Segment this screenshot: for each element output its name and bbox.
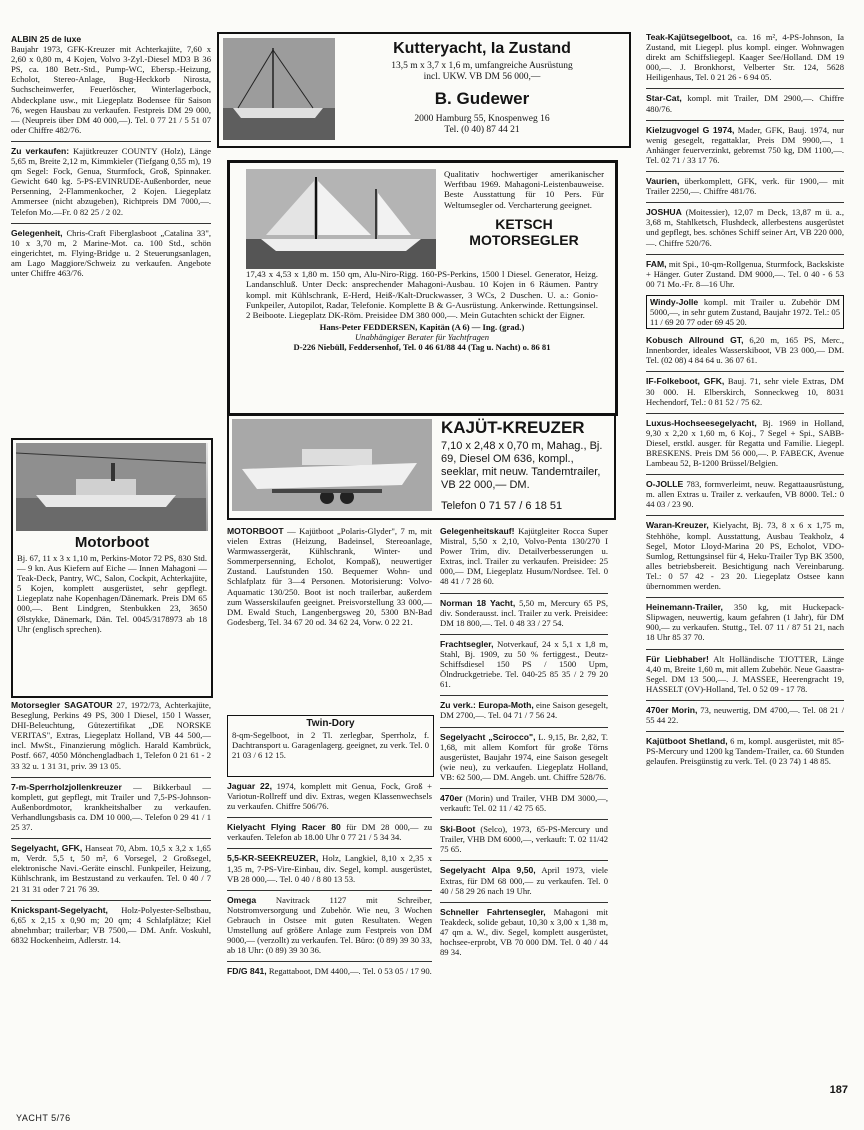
- divider: [11, 838, 211, 839]
- ad-motorboot-polaris: MOTORBOOT — Kajütboot „Polaris-Glyder", 7 m, mit vielen Extras (Heizung, Badeinsel, Stereoanlage, Warmwassergerät, Kühlschrank, Winter- und Sommerpersenning, Echolot, Kompaß), neuwertiger Zustand. Laufstunden 150. Bequemer Wohn- und Schlafplatz für 3—4 Personen. Motorisierung: Volvo-Aquamatic 130/250. Boot ist noch trailerbar, außerdem zum Wasserskilaufen geeignet. Preisvorstellung 33 000,— DM. Ewald Stuch, Langenbergsweg 20, 5300 BN-Bad Godesberg, Tel. 34 67 20 od. 34 62 24, Vorw. 0 22 21.: [227, 526, 432, 627]
- kutter-line2: incl. UKW. VB DM 56 000,—: [423, 72, 541, 82]
- kutter-tel: Tel. (0 40) 87 44 21: [444, 125, 520, 135]
- ad-catalina: Gelegenheit, Chris-Craft Fiberglasboot „Catalina 33", 10 x 3,70 m, 2 Marine-Mot. ca. 100 Std., schön eingerichtet, m. Flying-Bridge u. 2 Steuerungsanlagen, am Lago Maggiore/Schweiz zu verkaufen. Angebote unter Chiffre 463/76.: [11, 227, 211, 278]
- ad-flying-racer: Kielyacht Flying Racer 80 für DM 28 000,— zu verkaufen. Telefon ab 18.00 Uhr 0 77 21 / 5 34 34.: [227, 822, 432, 843]
- ad-o-jolle: O-JOLLE 783, formverleimt, neuw. Regattaausrüstung, m. allen Extras u. Trailer z. verkaufen, VB 8000. Tel.: 0 44 03 / 23 90.: [646, 479, 844, 510]
- ketsch-body: 17,43 x 4,53 x 1,80 m. 150 qm, Alu-Niro-Rigg. 160-PS-Perkins, 1500 l Diesel. Generator, Heizg. Landanschluß. Unter Deck: ansprechender Mahagoni-Ausbau. 10 Kojen in 6 Räumen. Pantry kompl. mit Kühlschrank, E-Herd, Heiß-/Kalt-Druckwasser, 3 WCs, 2 Duschen. U. a.: Gonio-Funkpeiler, Autopilot, Radar, Telefonie. Komplette B & G-Ausrüstung. Ankerwinde. Rettungsinsel. 2 Beiboote. Liegeplatz DK-Röm. Preisidee DM 380 000,—. Mein Gutachten schickt der Eigner.: [246, 269, 598, 321]
- ad-scirocco: Segelyacht „Scirocco", L. 9,15, Br. 2,82, T. 1,68, mit allem Komfort für große Törns ausgerüstet, Baujahr 1974, eine Saison gesegelt (wie neu), zu verkaufen. Liegeplatz Holland, VB: 62 500,— DM. Angeb. unt. Chiffre 528/76.: [440, 731, 608, 782]
- ad-fahrtensegler: Schneller Fahrtensegler, Mahagoni mit Teakdeck, solide gebaut, 10,30 x 3,00 x 1,38 m, 47 qm a. W., div. Segel, komplett ausgerüstet, hochsee-erprobt, VB 70 000 DM. Tel. 0 40 / 44 89 34.: [440, 906, 608, 958]
- ketsch-title1: KETSCH: [495, 215, 553, 232]
- column-1-lower: [11, 700, 211, 951]
- ad-rocca: Gelegenheitskauf! Kajütgleiter Rocca Super Mistral, 5,50 x 2,10, Volvo-Penta 130/270 I Power Trim, div. Detailverbesserungen u. Extras, incl. Trailer zu verkaufen. Preisidee: 25 000,— DM, Liegeplatz Husum/Nordsee. Tel. 0 48 41 / 7 28 60.: [440, 526, 608, 587]
- divider: [646, 202, 844, 203]
- ad-norman: Norman 18 Yacht, 5,50 m, Mercury 65 PS, div. Sonderausst. incl. Trailer zu verk. Preisidee: DM 18 800,—. Tel. 0 48 33 / 27 54.: [440, 597, 608, 628]
- kajuet-body: 7,10 x 2,48 x 0,70 m, Mahag., Bj. 69, Diesel OM 636, kompl., seeklar, mit neuw. Tandemtrailer, VB 22 000,— DM.: [441, 440, 603, 491]
- divider: [646, 474, 844, 475]
- ad-heinemann: Heinemann-Trailer, 350 kg, mit Huckepack-Slipwagen, neuwertig, kaum gefahren (1 Jahr), für DM 900,— zu verkaufen. Stuttg., Tel. 07 11 / 87 51 21, nach 18 Uhr 85 37 70.: [646, 602, 844, 643]
- column-3: [440, 526, 608, 963]
- divider: [646, 120, 844, 121]
- kajuet-title: KAJÜT-KREUZER: [441, 418, 585, 437]
- windy-text: Windy-Jolle kompl. mit Trailer u. Zubehör DM 5000,—, in sehr gutem Zustand, Baujahr 1972. Tel.: 05 11 / 69 20 77 oder 69 45 20.: [650, 296, 840, 328]
- ad-fam: FAM, mit Spi., 10-qm-Rollgenua, Sturmfock, Backskiste + Hänger. Guter Zustand. DM 9000,—. Tel. 0 40 - 6 53 00 71 Mo.-Fr. 8—16 Uhr.: [646, 258, 845, 289]
- divider: [440, 727, 608, 728]
- motorboot-text: Bj. 67, 11 x 3 x 1,10 m, Perkins-Motor 72 PS, 830 Std. — 9 kn. Aus Kiefern auf Eiche — Innen Mahagoni — Teak-Deck, Pantry, WC, Salon, Cockpit, Achterkajüte, 5 Kojen, komplett ausgerüstet, sehr gepflegt. Liegeplatz nahe Kopenhagen/Dänemark. Preis DM 65 000,—. Bent Lindgren, Stenbukken 23, 3650 Ølstykke, Dänemark, Dän. Tel. 0045/3178973 ab 18 Uhr (englisch sprechen).: [17, 553, 207, 634]
- kutter-line1: 13,5 m x 3,7 x 1,6 m, umfangreiche Ausrüstung: [391, 61, 573, 71]
- ketsch-sub: Unabhängiger Berater für Yachtfragen: [354, 332, 490, 343]
- ad-shetland: Kajütboot Shetland, 6 m, kompl. ausgerüstet, mit 85-PS-Mercury und 1200 kg Tandem-Trailer, ca. 60 Stunden gelaufen. Preisgünstig zu verk. Tel. (0 23 74) 1 48 85.: [646, 736, 844, 767]
- kutter-addr: 2000 Hamburg 55, Knospenweg 16: [414, 114, 550, 124]
- ad-fdg: FD/G 841, Regattaboot, DM 4400,—. Tel. 0 53 05 / 17 90.: [227, 966, 432, 977]
- ketsch-addr: D-226 Niebüll, Feddersenhof, Tel. 0 46 61/88 44 (Tag u. Nacht) o. 86 81: [293, 342, 551, 353]
- ad-omega: Omega Navitrack 1127 mit Schreiber, Notstromversorgung und Zubehör. Wie neu, 3 Wochen Gebrauch in Ostsee mit guten Resultaten. Wegen Umstellung auf größere Anlage zum Festpreis von DM 9000,— (verzollt) zu verkaufen. Tel. Büro: (0 89) 39 30 33, ab 18 Uhr: (0 89) 39 30 36.: [227, 894, 432, 956]
- twin-text: 8-qm-Segelboot, in 2 Tl. zerlegbar, Sperrholz, f. Dachtransport u. Garagenlagerg. geeignet, zu verk. Tel. 0 21 03 / 6 12 15.: [232, 730, 429, 761]
- ad-hanseat: Segelyacht, GFK, Hanseat 70, Abm. 10,5 x 3,2 x 1,65 m, Verdr. 5,5 t, 50 m², 6 Vorsegel, 2 Großsegel, elektronische Navi.-Geräte einschl. Funkpeiler, Heizung, Kühlschrank, im Bestzustand zu verkaufen. Tel. 0 40 / 7 21 31 31 oder 7 21 76 39.: [11, 843, 211, 894]
- ad-windy-jolle: [646, 295, 844, 329]
- ad-waran: Waran-Kreuzer, Kielyacht, Bj. 73, 8 x 6 x 1,75 m, Stehhöhe, kompl. Ausstattung, Ausbau Teakholz, 4 Segel, Motor Lloyd-Marina 20 PS, Echolot, VDO-Sumlog, Rettungsinsel für 4, Heku-Trailer Typ BK 3500, alles betriebsbereit. Besichtigung nach Vereinbarung. Tel.: 0 57 42 - 23 20. Liegeplatz Ostsee kann übernommen werden.: [646, 520, 844, 592]
- ketsch-photo: [246, 169, 436, 269]
- divider: [646, 700, 844, 701]
- footer-magazine: YACHT 5/76: [16, 1113, 71, 1123]
- twin-title: Twin-Dory: [306, 718, 355, 729]
- divider: [227, 961, 432, 962]
- ketsch-title2: MOTORSEGLER: [469, 231, 579, 248]
- ad-albin: ALBIN 25 de luxe Baujahr 1973, GFK-Kreuzer mit Achterkajüte, 7,60 x 2,60 x 0,80 m, 4 Kojen, Volvo 3-Zyl.-Diesel MD3 B 36 PS, ca. 180 Betr.-Std., Pump-WC, Ebersp.-Heizung, Echolot, Stereo-Anlage, Bug-Heckkorb Nirosta, Suchscheinwerfer, Feuerlöscher, Winterlagerbock, Abdeckplane usw., mit Liegeplatz Bodensee für Saison 76, wegen Hausbau zu verkaufen. Festpreis DM 29 000,— (Neupreis über DM 40 000,—). Tel. 0 77 21 / 5 51 07 oder Chiffre 482/76.: [11, 34, 211, 135]
- ketsch-intro: Qualitativ hochwertiger amerikanischer Werftbau 1969. Mahagoni-Leistenbauweise. Beste Ausstattung für 10 Pers. Für Weltumsegler od. Vercharterung geeignet.: [444, 169, 604, 210]
- divider: [11, 900, 211, 901]
- ad-county: Zu verkaufen: Kajütkreuzer COUNTY (Holz), Länge 5,65 m, Breite 2,12 m, Kimmkieler (Tiefgang 0,55 m), 19 qm Segel: Fock, Genua, Sturmfock, Groß, Spinnaker. Gewicht 640 kg. 5-PS-EVINRUDE-Außenborder, neue Persenning, 2-Flammenkocher, 2 Kojen. Liegeplatz Ammersee (nicht abzugeben), Richtpreis DM 7000,—. Telefon Mo.—Fr. 0 82 25 / 2 02.: [11, 145, 212, 217]
- divider: [646, 597, 844, 598]
- kajuet-photo: [232, 419, 432, 511]
- kutter-photo: [223, 38, 335, 140]
- ad-kielzugvogel: Kielzugvogel G 1974, Mader, GFK, Bauj. 1974, nur wenig gesegelt, regattaklar, Preis DM 9900,—, 1 Anhänger feuerverzinkt, gebremst 750 kg, DM 1100,—. Tel. 02 71 / 33 17 76.: [646, 124, 844, 165]
- divider: [646, 731, 844, 732]
- ad-470er-morin: 470er (Morin) und Trailer, VHB DM 3000,—, verkauft: Tel. 02 11 / 42 75 65.: [440, 792, 608, 814]
- ad-frachtsegler: Frachtsegler, Notverkauf, 24 x 5,1 x 1,8 m, Stahl, Bj. 1909, zu 50 % fertiggest., Deutz-Schiffsdiesel 150 PS / 1500 Upm, Ölndruckgetriebe. Tel. 040-25 85 35 / 2 79 20 61.: [440, 638, 608, 690]
- ad-kutteryacht: [217, 32, 631, 148]
- ad-kobusch: Kobusch Allround GT, 6,20 m, 165 PS, Merc., Innenborder, ideales Wasserskiboot, VB 23 000,— DM. Tel. (02 08) 4 84 64 u. 36 07 61.: [646, 335, 844, 366]
- divider: [227, 890, 432, 891]
- ad-if-folkeboot: IF-Folkeboot, GFK, Bauj. 71, sehr viele Extras, DM 30 000. H. Elberskirch, Sonneckweg 10, 8031 Hechendorf, Tel.: 0 81 52 / 75 62.: [646, 376, 844, 407]
- ad-kr-seekreuzer: 5,5-KR-SEEKREUZER, Holz, Langkiel, 8,10 x 2,35 x 1,35 m, 7-PS-Vire-Einbau, div. Segel, kompl. ausgerüstet, VB 28 000,—. Tel. 0 40 / 8 80 13 53.: [227, 853, 432, 884]
- ad-teak: Teak-Kajütsegelboot, ca. 16 m², 4-PS-Johnson, Ia Zustand, mit Liegepl. plus kompl. einger. Wohnwagen direkt am Schiffsliegepl. Kaager See/Holland. DM 19 000,—. J. Bronkhorst, Velberter Str. 124, 5628 Heiligenhaus, Tel. 0 21 26 - 6 94 05.: [646, 32, 844, 83]
- ad-ketsch: [227, 160, 618, 416]
- divider: [646, 515, 844, 516]
- ad-europa-moth: Zu verk.: Europa-Moth, eine Saison gesegelt, DM 2700,—. Tel. 04 71 / 7 56 24.: [440, 700, 608, 721]
- column-4: [646, 32, 844, 772]
- ad-star-cat: Star-Cat, kompl. mit Trailer, DM 2900,—. Chiffre 480/76.: [646, 93, 844, 114]
- ad-joshua: JOSHUA (Moitessier), 12,07 m Deck, 13,87 m ü. a., 3,68 m, Stahlketsch, Flushdeck, allerbestens ausgerüstet und gepflegt, bes. schönes Schiff seiner Art, VB 220 000,—. Chiffre 520/76.: [646, 207, 844, 248]
- divider: [646, 649, 844, 650]
- kutter-title: Kutteryacht, Ia Zustand: [393, 40, 571, 57]
- divider: [646, 88, 844, 89]
- divider: [646, 171, 844, 172]
- ad-470er-morin-73: 470er Morin, 73, neuwertig, DM 4700,—. Tel. 08 21 / 55 44 22.: [646, 704, 844, 725]
- divider: [440, 593, 608, 594]
- column-2: [227, 526, 432, 633]
- motorboat-photo: [16, 443, 208, 531]
- divider: [11, 223, 211, 224]
- ad-kajuet-kreuzer: [227, 414, 616, 520]
- divider: [440, 634, 608, 635]
- ad-jollen: 7-m-Sperrholzjollenkreuzer — Bikkerbaul — komplett, gut gepflegt, mit Trailer und 7,5-PS-Johnson-Außenbordmotor, krankheitshalber zu verkaufen. Verhandlungsbasis ca. DM 10 000,—. Telefon 0 29 41 / 1 25 37.: [11, 781, 211, 833]
- divider: [11, 141, 211, 142]
- divider: [440, 819, 608, 820]
- ad-luxus: Luxus-Hochseesegelyacht, Bj. 1969 in Holland, 9,30 x 2,20 x 1,60 m, 6 Koj., 7 Segel + Spi., SABB-Diesel, erstkl. ausger. für Regatta und Familie. Liegepl. BRESKENS. Preis DM 56 000,—. P. FABECK, Avenue Lambeau 52, B-1200 Brüssel/Belgien.: [646, 417, 845, 469]
- divider: [440, 860, 608, 861]
- kutter-seller: B. Gudewer: [434, 89, 530, 108]
- ketsch-contact: Hans-Peter FEDDERSEN, Kapitän (A 6) — Ing. (grad.): [319, 322, 525, 333]
- divider: [440, 788, 608, 789]
- divider: [646, 371, 844, 372]
- divider: [646, 413, 844, 414]
- ad-ski-boot: Ski-Boot (Selco), 1973, 65-PS-Mercury und Trailer, VHB DM 6000,—, verkauft: T. 02 11/42 75 65.: [440, 824, 608, 855]
- divider: [440, 695, 608, 696]
- divider: [227, 848, 432, 849]
- column-1: [11, 34, 211, 284]
- ad-knickspant: Knickspant-Segelyacht, Holz-Polyester-Selbstbau, 6,65 x 2,15 x 0,90 m; 20 qm; 4 Schlafplätze; Kiel abnehmbar; trailerbar; VB 7500,— DM. Anfr. Voskuhl, 6832 Hockenheim, Adlerstr. 14.: [11, 904, 211, 945]
- ad-liebhaber: Für Liebhaber! Alt Holländische TJOTTER, Länge 4,40 m, Breite 1,60 m, mit allem Zubehör. Neue Gaastra-Segel. DM 13 500,—. J. MASSEE, Heerengracht 19, HASSELT (OV)-Holland, Tel. 0 52 09 - 17 78.: [646, 653, 844, 694]
- ad-alpa: Segelyacht Alpa 9,50, April 1973, viele Extras, für DM 68 000,— zu verkaufen. Tel. 0 40 / 58 29 26 nach 19 Uhr.: [440, 865, 608, 896]
- ad-motorboot-box: [11, 438, 213, 698]
- page-number: 187: [829, 1084, 848, 1096]
- divider: [11, 777, 211, 778]
- ad-vaurien: Vaurien, überkomplett, GFK, verk. für 1900,— mit Trailer 2250,—. Chiffre 481/76.: [646, 176, 844, 197]
- ad-jaguar: Jaguar 22, 1974, komplett mit Genua, Fock, Groß + Variotun-Rollreff und div. Extras, wegen Klassenwechsels zu verkaufen. Chiffre 506/76.: [227, 781, 432, 812]
- column-2-lower: [227, 781, 432, 982]
- ad-twin-dory: [227, 715, 434, 777]
- kajuet-tel: Telefon 0 71 57 / 6 18 51: [441, 500, 563, 512]
- divider: [440, 902, 608, 903]
- motorboot-title: Motorboot: [74, 534, 150, 551]
- divider: [646, 254, 844, 255]
- divider: [227, 817, 432, 818]
- ad-sagatour: Motorsegler SAGATOUR 27, 1972/73, Achterkajüte, Beseglung, Perkins 49 PS, 300 l Diesel, 150 l Wasser, DHI-Beleuchtung, Gütezertifikat „DE NORSKE VERITAS", Extras, Liegeplatz Holland, VB 44 500,— incl. MwSt., Finanzierung möglich. Harald Kambrück, Postf. 667, 4050 Mönchengladbach 1, Telefon 0 21 61 - 2 33 32 u. 1 31 31, priv. 39 13 05.: [11, 700, 211, 771]
